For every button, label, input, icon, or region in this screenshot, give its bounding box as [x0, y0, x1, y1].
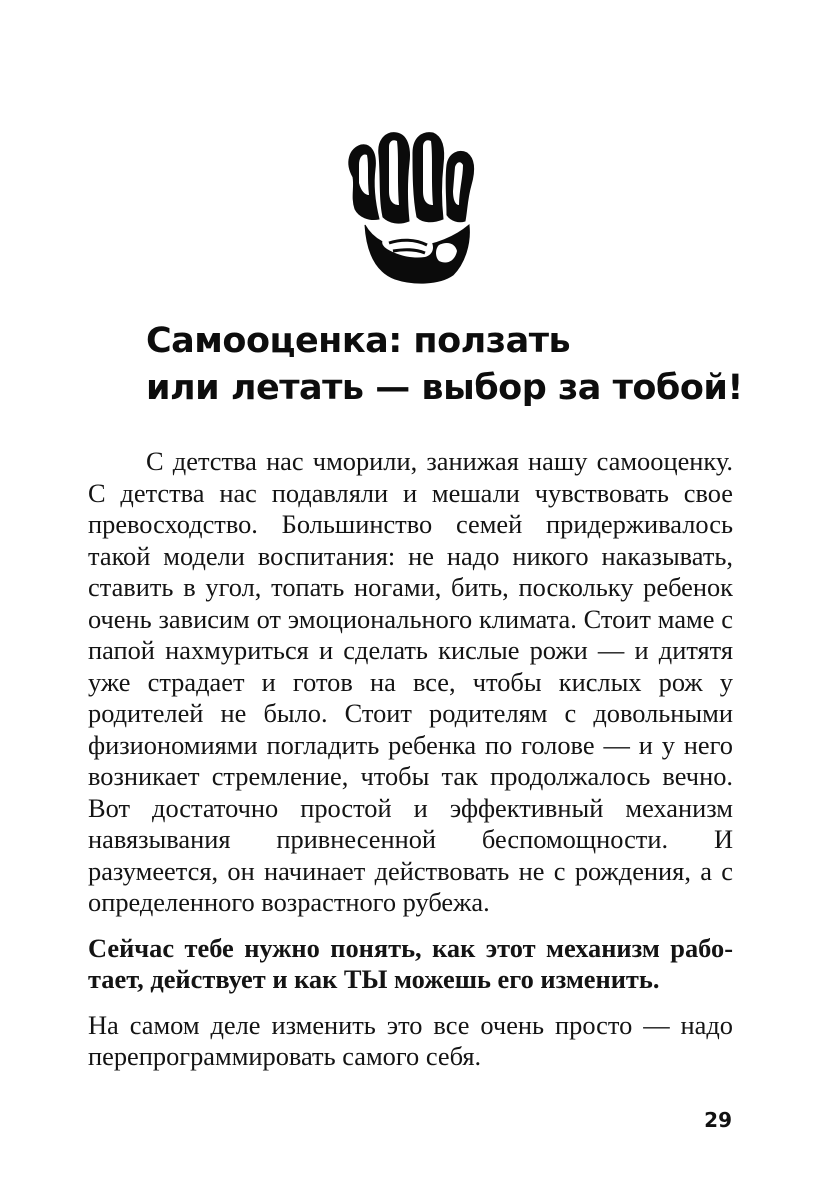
chapter-title-line-2: или летать — выбор за тобой!: [146, 368, 743, 408]
chapter-title: [146, 318, 786, 412]
paragraph-intro: С детства нас чморили, занижая нашу самооценку. С детства нас подавляли и мешали чувствовать свое превосходство. Большинство семей придерживалось такой модели воспитания: не надо никого наказывать, ставить в угол, топать ногами, бить, поскольку ребенок очень зависим от эмоционального климата. Стоит маме с папой нахмуриться и сделать кислые рожи — и дитятя уже страдает и готов на все, чтобы кислых рож у родителей не было. Стоит родителям с довольными физиономиями погладить ребенка по голове — и у него возникает стремление, чтобы так продолжалось вечно. Вот достаточно простой и эффективный механизм навязывания привнесенной беспомощности. И разумеется, он начинает действовать не с рождения, а с определенного возрастного рубежа.: [88, 446, 733, 917]
page-number: 29: [704, 1108, 732, 1132]
paragraph-conclusion: На самом деле изменить это все очень просто — надо перепрограммировать самого себя.: [88, 1009, 733, 1071]
chapter-title-line-1: Самооценка: ползать: [146, 321, 571, 361]
fist-icon: [335, 125, 485, 285]
paragraph-emphasis: Сейчас тебе нужно понять, как этот механизм работает, действует и как ТЫ можешь его изменить.: [88, 932, 733, 994]
body-text: [88, 446, 733, 1073]
